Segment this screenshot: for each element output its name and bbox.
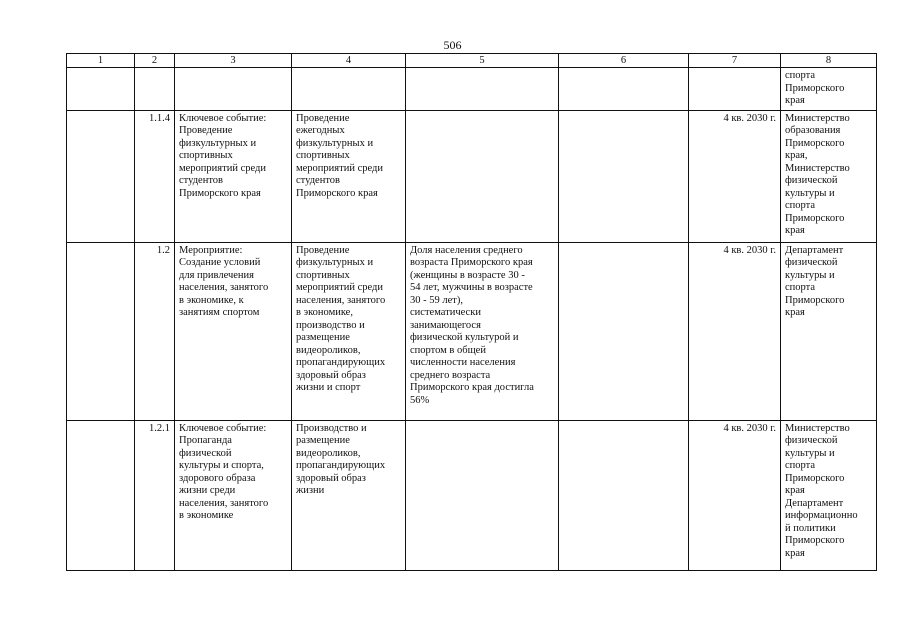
cell-deadline (689, 68, 781, 111)
header-cell-3: 3 (175, 54, 292, 68)
table-row (67, 68, 877, 111)
cell-col6 (559, 68, 689, 111)
header-cell-5: 5 (406, 54, 559, 68)
cell-description: Проведение ежегодных физкультурных и спортивных мероприятий среди студентов Приморского края (292, 110, 406, 242)
cell-result (406, 68, 559, 111)
header-cell-8: 8 (781, 54, 877, 68)
cell-result (406, 420, 559, 570)
cell-event: Ключевое событие: Проведение физкультурных и спортивных мероприятий среди студентов Приморского края (175, 110, 292, 242)
cell-col1 (67, 110, 135, 242)
document-table (66, 53, 877, 571)
cell-col1 (67, 68, 135, 111)
cell-number: 1.2 (135, 242, 175, 420)
cell-number (135, 68, 175, 111)
cell-result (406, 110, 559, 242)
cell-col1 (67, 420, 135, 570)
table-row (67, 242, 877, 420)
cell-col6 (559, 242, 689, 420)
header-cell-6: 6 (559, 54, 689, 68)
cell-col6 (559, 420, 689, 570)
cell-deadline: 4 кв. 2030 г. (689, 110, 781, 242)
cell-responsible: спорта Приморского края (781, 68, 877, 111)
header-cell-7: 7 (689, 54, 781, 68)
cell-responsible: Министерство образования Приморского края, Министерство физической культуры и спорта Приморского края (781, 110, 877, 242)
cell-number: 1.2.1 (135, 420, 175, 570)
cell-result: Доля населения среднего возраста Приморского края (женщины в возрасте 30 - 54 лет, мужчины в возрасте 30 - 59 лет), систематически занимающегося физической культурой и спортом в общей численности населения среднего возраста Приморского края достигла 56% (406, 242, 559, 420)
cell-deadline: 4 кв. 2030 г. (689, 242, 781, 420)
table-row (67, 420, 877, 570)
cell-responsible: Министерство физической культуры и спорта Приморского края Департамент информационно й политики Приморского края (781, 420, 877, 570)
cell-description: Проведение физкультурных и спортивных мероприятий среди населения, занятого в экономике, производство и размещение видеороликов, пропагандирующих здоровый образ жизни и спорт (292, 242, 406, 420)
cell-col1 (67, 242, 135, 420)
cell-event (175, 68, 292, 111)
cell-deadline: 4 кв. 2030 г. (689, 420, 781, 570)
cell-event: Ключевое событие: Пропаганда физической культуры и спорта, здорового образа жизни среди населения, занятого в экономике (175, 420, 292, 570)
cell-number: 1.1.4 (135, 110, 175, 242)
cell-event: Мероприятие: Создание условий для привлечения населения, занятого в экономике, к занятиям спортом (175, 242, 292, 420)
header-cell-1: 1 (67, 54, 135, 68)
page-number: 506 (443, 38, 462, 52)
cell-description (292, 68, 406, 111)
cell-responsible: Департамент физической культуры и спорта Приморского края (781, 242, 877, 420)
cell-col6 (559, 110, 689, 242)
table-row (67, 110, 877, 242)
header-cell-4: 4 (292, 54, 406, 68)
header-row (67, 54, 877, 68)
header-cell-2: 2 (135, 54, 175, 68)
cell-description: Производство и размещение видеороликов, пропагандирующих здоровый образ жизни (292, 420, 406, 570)
